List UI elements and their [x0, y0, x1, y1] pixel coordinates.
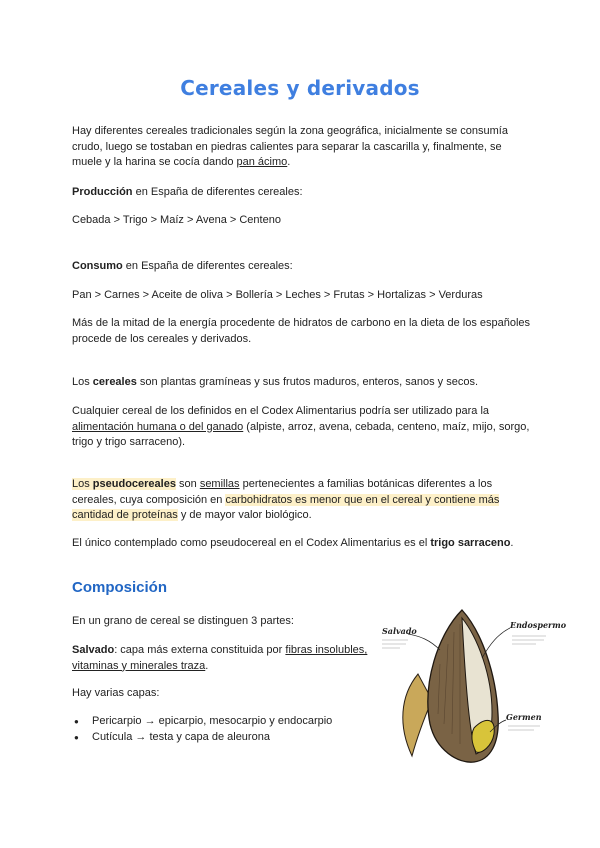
codex-a: Cualquier cereal de los definidos en el Codex Alimentarius podría ser utilizado para la [72, 405, 490, 417]
alimentacion-link[interactable]: alimentación humana o del ganado [72, 420, 244, 433]
pseudocereales-paragraph [72, 477, 532, 524]
salvado-leader [408, 634, 440, 650]
salvado-label: Salvado [382, 626, 417, 636]
consumo-paragraph [72, 259, 532, 275]
codex-paragraph [72, 404, 532, 451]
consumo-label: Consumo [72, 260, 123, 272]
salvado-a: : capa más externa constituida por [114, 644, 286, 656]
salvado-term: Salvado [72, 644, 115, 656]
composicion-heading: Composición [72, 579, 168, 596]
unico-b: . [510, 537, 514, 549]
cereales-term: cereales [92, 376, 137, 388]
produccion-list: Cebada > Trigo > Maíz > Avena > Centeno [72, 214, 281, 226]
germen-label: Germen [506, 712, 542, 722]
produccion-label: Producción [72, 186, 133, 198]
list-item: ● Pericarpio → epicarpio, mesocarpio y endocarpio [72, 714, 332, 730]
produccion-text: en España de diferentes cereales: [132, 186, 303, 198]
semillas-link[interactable]: semillas [199, 478, 240, 490]
pseudo-highlight: carbohidratos es menor que en el cereal y contiene más cantidad de proteínas [72, 493, 500, 521]
fibras-link[interactable]: fibras insolubles, vitaminas y minerales traza [72, 644, 368, 672]
husk-shape [403, 674, 432, 756]
composicion-intro: En un grano de cereal se distinguen 3 partes: [72, 615, 294, 627]
intro-paragraph [72, 124, 532, 171]
capas-list [72, 714, 332, 745]
endospermo-label: Endospermo [510, 620, 567, 630]
cereales-def-a: Los [72, 376, 93, 388]
germen-caption-lines [508, 726, 540, 730]
pseudocereales-term: pseudocereales [92, 478, 176, 490]
cereales-def-b: son plantas gramíneas y sus frutos maduros, enteros, sanos y secos. [136, 376, 479, 388]
capas-paragraph: Hay varias capas: [72, 687, 160, 699]
intro-end: . [287, 156, 291, 168]
endospermo-caption-lines [512, 636, 546, 644]
pseudo-c: pertenecientes a familias botánicas diferentes a los cereales, cuya composición en [72, 478, 493, 506]
energia-paragraph: Más de la mitad de la energía procedente de hidratos de carbono en la dieta de los españoles procede de los cereales y derivados. [72, 317, 531, 345]
consumo-list: Pan > Carnes > Aceite de oliva > Bollería > Leches > Frutas > Hortalizas > Verduras [72, 289, 483, 301]
list-item: ● Cutícula → testa y capa de aleurona [72, 730, 332, 746]
pseudo-d: y de mayor valor biológico. [177, 509, 312, 521]
codex-b: (alpiste, arroz, avena, cebada, centeno, maíz, mijo, sorgo, trigo y trigo sarraceno). [72, 420, 530, 448]
unico-a: El único contemplado como pseudocereal en el Codex Alimentarius es el [72, 537, 431, 549]
pseudo-b: son [175, 478, 200, 490]
consumo-text: en España de diferentes cereales: [122, 260, 293, 272]
cereal-grain-diagram [378, 604, 567, 764]
pan-acimo-link[interactable]: pan ácimo [236, 156, 288, 168]
page-title: Cereales y derivados [180, 76, 420, 100]
unico-paragraph [72, 536, 532, 552]
trigo-sarraceno-term: trigo sarraceno [430, 537, 511, 549]
cereales-definition [72, 375, 532, 391]
produccion-paragraph [72, 185, 532, 201]
salvado-end: . [205, 659, 209, 672]
intro-text: Hay diferentes cereales tradicionales según la zona geográfica, inicialmente se consumía crudo, luego se tostaban en piedras calientes para separar la cascarilla y, finalmente, se muele y la harina se cocía dando [72, 125, 508, 168]
pseudo-a: Los [72, 478, 93, 490]
salvado-paragraph [72, 643, 372, 674]
salvado-caption-lines [382, 640, 408, 648]
